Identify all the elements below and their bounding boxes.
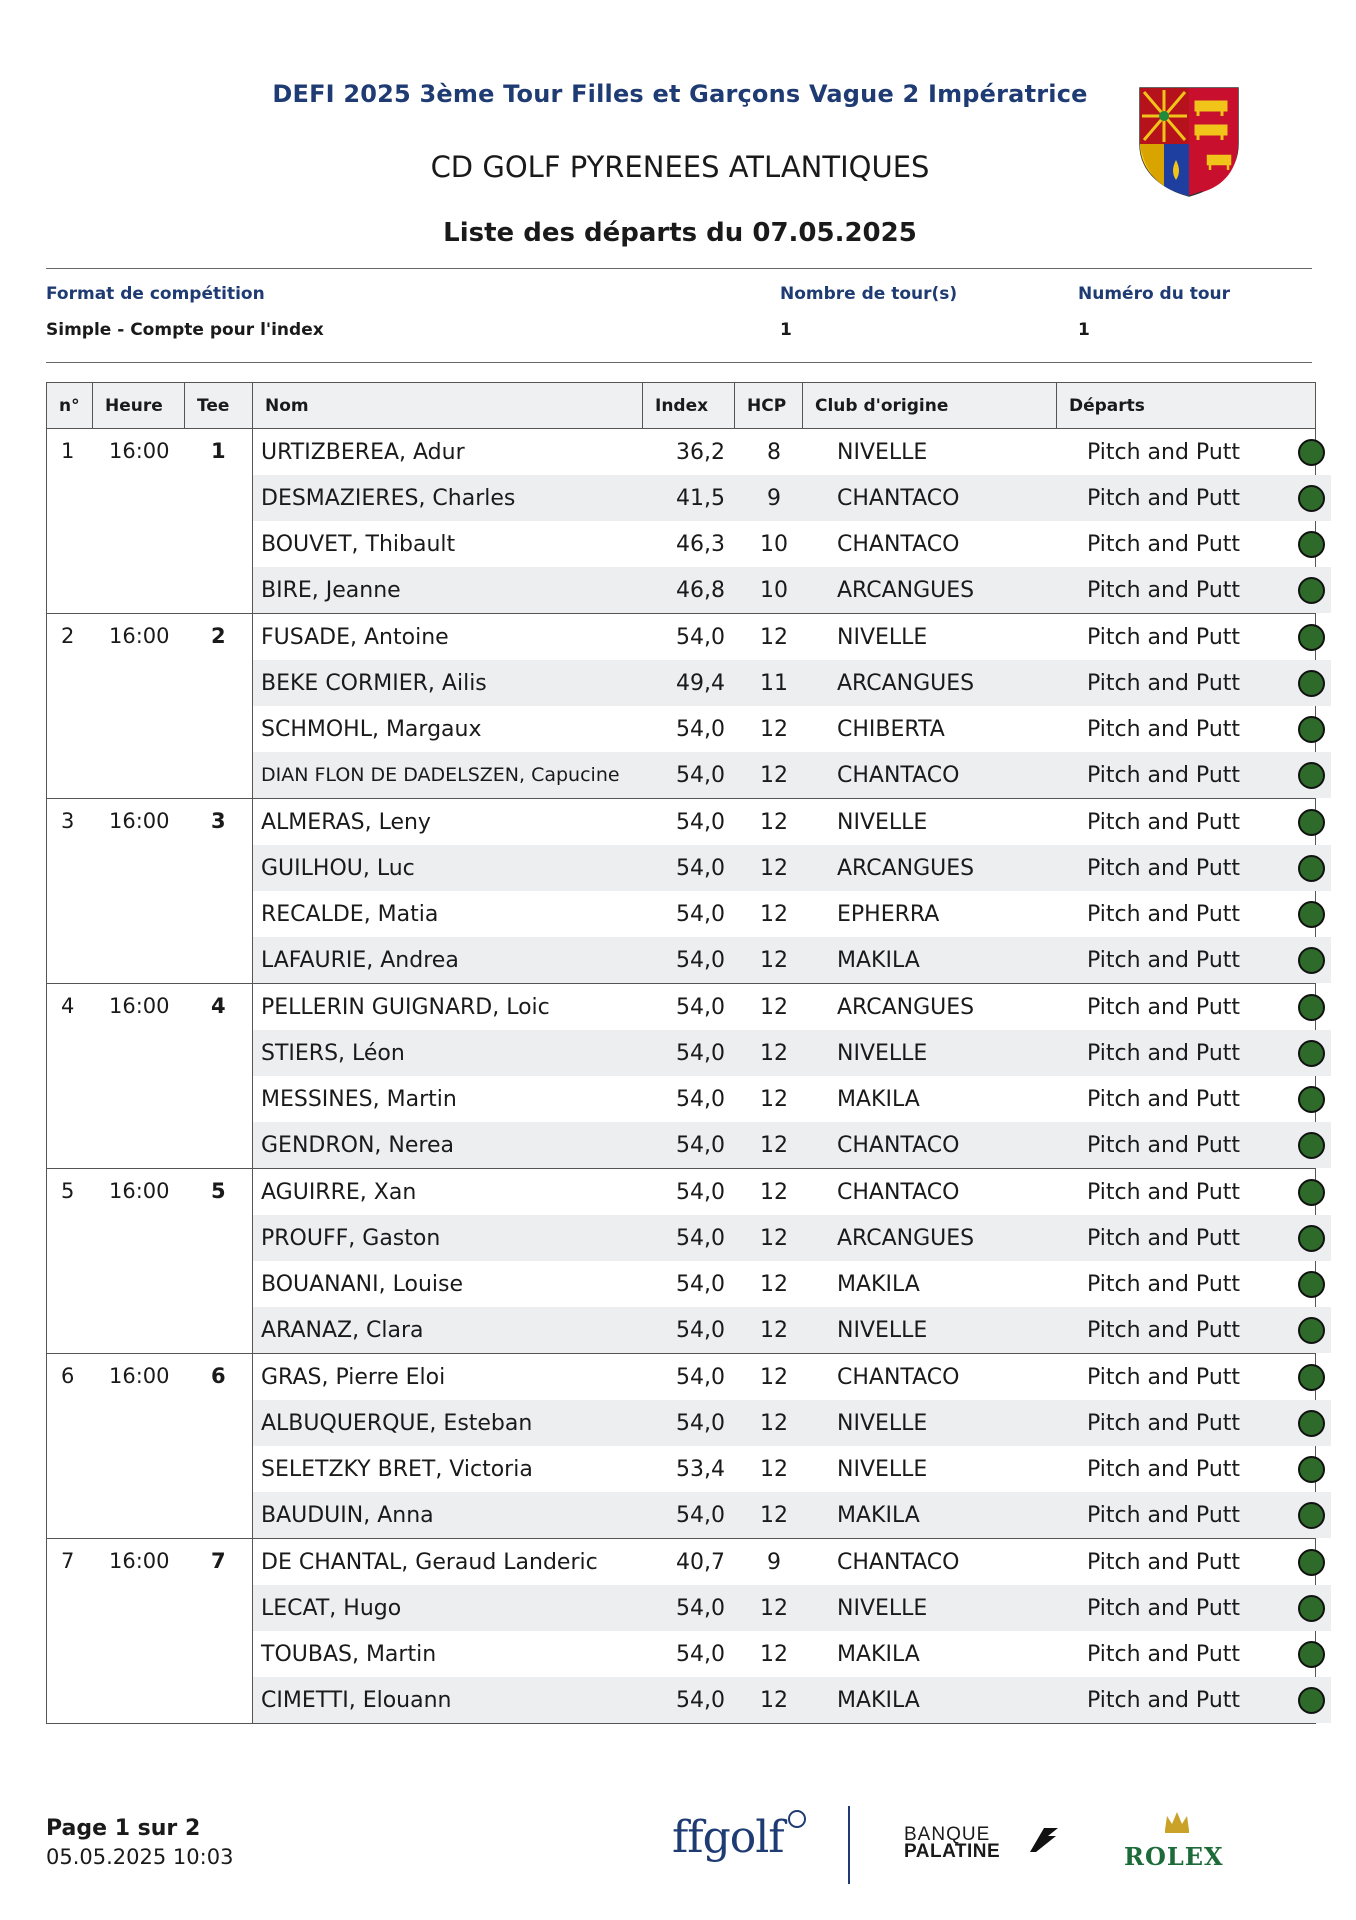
green-dot-icon <box>1298 947 1325 974</box>
ffgolf-registered-icon <box>788 1810 806 1828</box>
table-row <box>253 1400 1331 1446</box>
format-value: Simple - Compte pour l'index <box>46 320 324 340</box>
header-index: Index <box>643 383 735 428</box>
player-depart: Pitch and Putt <box>1087 439 1241 465</box>
player-index: 54,0 <box>676 1179 725 1205</box>
depart-status <box>1291 1456 1331 1483</box>
player-index: 54,0 <box>676 716 725 742</box>
depart-status <box>1291 1317 1331 1344</box>
player-index: 54,0 <box>676 1364 725 1390</box>
green-dot-icon <box>1298 1456 1325 1483</box>
green-dot-icon <box>1298 855 1325 882</box>
player-depart: Pitch and Putt <box>1087 1271 1241 1297</box>
table-row <box>253 752 1331 798</box>
printed-date: 05.05.2025 10:03 <box>46 1845 234 1869</box>
player-index: 54,0 <box>676 855 725 881</box>
group-time: 16:00 <box>109 439 170 463</box>
player-club: MAKILA <box>837 1086 920 1112</box>
player-depart: Pitch and Putt <box>1087 901 1241 927</box>
player-depart: Pitch and Putt <box>1087 762 1241 788</box>
player-name: DIAN FLON DE DADELSZEN, Capucine <box>261 764 620 786</box>
table-row <box>253 1492 1331 1538</box>
player-index: 40,7 <box>676 1549 725 1575</box>
player-depart: Pitch and Putt <box>1087 1132 1241 1158</box>
depart-status <box>1291 809 1331 836</box>
ffgolf-logo: ffgolf <box>672 1812 784 1863</box>
table-row <box>253 984 1331 1030</box>
player-name: PELLERIN GUIGNARD, Loic <box>261 994 550 1020</box>
player-name: URTIZBEREA, Adur <box>261 439 465 465</box>
tee-group <box>47 799 1315 984</box>
green-dot-icon <box>1298 1641 1325 1668</box>
group-tee: 7 <box>211 1549 226 1573</box>
group-time: 16:00 <box>109 624 170 648</box>
player-index: 53,4 <box>676 1456 725 1482</box>
player-hcp: 12 <box>760 1317 788 1343</box>
player-depart: Pitch and Putt <box>1087 1502 1241 1528</box>
player-club: CHIBERTA <box>837 716 945 742</box>
header-tee: Tee <box>185 383 253 428</box>
depart-status <box>1291 1271 1331 1298</box>
green-dot-icon <box>1298 1225 1325 1252</box>
header-departs: Départs <box>1069 395 1145 416</box>
player-name: PROUFF, Gaston <box>261 1225 441 1251</box>
depart-status <box>1291 1641 1331 1668</box>
table-row <box>253 614 1331 660</box>
player-depart: Pitch and Putt <box>1087 1456 1241 1482</box>
player-name: LAFAURIE, Andrea <box>261 947 459 973</box>
player-hcp: 10 <box>760 531 788 557</box>
depart-status <box>1291 531 1331 558</box>
group-tee: 3 <box>211 809 226 833</box>
green-dot-icon <box>1298 716 1325 743</box>
group-time: 16:00 <box>109 809 170 833</box>
banque-line2: PALATINE <box>904 1841 1001 1862</box>
green-dot-icon <box>1298 624 1325 651</box>
player-hcp: 12 <box>760 1502 788 1528</box>
green-dot-icon <box>1298 531 1325 558</box>
player-club: ARCANGUES <box>837 670 975 696</box>
player-index: 46,8 <box>676 577 725 603</box>
player-hcp: 12 <box>760 1179 788 1205</box>
list-title: Liste des départs du 07.05.2025 <box>443 218 917 248</box>
player-club: MAKILA <box>837 1687 920 1713</box>
depart-status <box>1291 439 1331 466</box>
player-depart: Pitch and Putt <box>1087 1641 1241 1667</box>
player-name: CIMETTI, Elouann <box>261 1687 452 1713</box>
player-depart: Pitch and Putt <box>1087 1040 1241 1066</box>
table-row <box>253 1307 1331 1353</box>
green-dot-icon <box>1298 1410 1325 1437</box>
tee-group <box>47 1539 1315 1723</box>
player-depart: Pitch and Putt <box>1087 947 1241 973</box>
player-hcp: 9 <box>767 1549 781 1575</box>
depart-status <box>1291 1687 1331 1714</box>
player-name: AGUIRRE, Xan <box>261 1179 417 1205</box>
depart-status <box>1291 1179 1331 1206</box>
player-depart: Pitch and Putt <box>1087 624 1241 650</box>
player-index: 36,2 <box>676 439 725 465</box>
player-depart: Pitch and Putt <box>1087 670 1241 696</box>
player-club: MAKILA <box>837 1271 920 1297</box>
depart-status <box>1291 901 1331 928</box>
green-dot-icon <box>1298 1086 1325 1113</box>
player-index: 49,4 <box>676 670 725 696</box>
table-row <box>253 567 1331 613</box>
player-index: 54,0 <box>676 901 725 927</box>
table-row <box>253 1169 1331 1215</box>
player-club: ARCANGUES <box>837 577 975 603</box>
player-depart: Pitch and Putt <box>1087 716 1241 742</box>
player-hcp: 8 <box>767 439 781 465</box>
group-time: 16:00 <box>109 1364 170 1388</box>
depart-status <box>1291 1132 1331 1159</box>
green-dot-icon <box>1298 439 1325 466</box>
player-club: NIVELLE <box>837 1410 928 1436</box>
player-club: NIVELLE <box>837 624 928 650</box>
depart-status <box>1291 1549 1331 1576</box>
group-info <box>47 1169 253 1353</box>
player-name: GRAS, Pierre Eloi <box>261 1364 446 1390</box>
table-row <box>253 1122 1331 1168</box>
depart-status <box>1291 1595 1331 1622</box>
player-club: CHANTACO <box>837 531 960 557</box>
player-depart: Pitch and Putt <box>1087 994 1241 1020</box>
group-time: 16:00 <box>109 1549 170 1573</box>
player-club: NIVELLE <box>837 809 928 835</box>
table-row <box>253 429 1331 475</box>
player-depart: Pitch and Putt <box>1087 577 1241 603</box>
player-depart: Pitch and Putt <box>1087 1086 1241 1112</box>
player-depart: Pitch and Putt <box>1087 485 1241 511</box>
player-hcp: 12 <box>760 1687 788 1713</box>
table-row <box>253 845 1331 891</box>
player-name: GUILHOU, Luc <box>261 855 415 881</box>
crest-icon <box>1138 86 1240 198</box>
page-indicator: Page 1 sur 2 <box>46 1816 201 1841</box>
player-name: LECAT, Hugo <box>261 1595 402 1621</box>
player-name: BOUVET, Thibault <box>261 531 456 557</box>
green-dot-icon <box>1298 1179 1325 1206</box>
tee-group <box>47 614 1315 799</box>
player-index: 54,0 <box>676 994 725 1020</box>
green-dot-icon <box>1298 1317 1325 1344</box>
green-dot-icon <box>1298 670 1325 697</box>
player-hcp: 12 <box>760 809 788 835</box>
organizer-title: CD GOLF PYRENEES ATLANTIQUES <box>430 150 930 184</box>
group-number: 2 <box>61 624 75 648</box>
player-club: CHANTACO <box>837 1132 960 1158</box>
player-club: CHANTACO <box>837 1549 960 1575</box>
table-row <box>253 1677 1331 1723</box>
player-index: 54,0 <box>676 1595 725 1621</box>
player-hcp: 9 <box>767 485 781 511</box>
group-tee: 6 <box>211 1364 226 1388</box>
player-index: 54,0 <box>676 1410 725 1436</box>
rolex-crown-icon <box>1162 1808 1192 1834</box>
logo-separator <box>848 1806 850 1884</box>
tee-group <box>47 429 1315 614</box>
format-label: Format de compétition <box>46 284 265 304</box>
player-club: NIVELLE <box>837 1595 928 1621</box>
player-name: ALMERAS, Leny <box>261 809 431 835</box>
player-hcp: 12 <box>760 1364 788 1390</box>
player-club: EPHERRA <box>837 901 940 927</box>
header-num: n° <box>47 383 93 428</box>
player-name: MESSINES, Martin <box>261 1086 457 1112</box>
group-info <box>47 1539 253 1723</box>
table-row <box>253 937 1331 983</box>
player-depart: Pitch and Putt <box>1087 1364 1241 1390</box>
player-hcp: 12 <box>760 1040 788 1066</box>
green-dot-icon <box>1298 1549 1325 1576</box>
player-index: 54,0 <box>676 1502 725 1528</box>
info-rule <box>46 362 1312 363</box>
round-number-value: 1 <box>1078 320 1090 340</box>
player-index: 54,0 <box>676 947 725 973</box>
table-row <box>253 1030 1331 1076</box>
group-time: 16:00 <box>109 994 170 1018</box>
player-club: CHANTACO <box>837 1179 960 1205</box>
player-hcp: 12 <box>760 1086 788 1112</box>
player-hcp: 12 <box>760 1225 788 1251</box>
green-dot-icon <box>1298 1132 1325 1159</box>
table-row <box>253 1354 1331 1400</box>
green-dot-icon <box>1298 485 1325 512</box>
player-hcp: 10 <box>760 577 788 603</box>
group-number: 7 <box>61 1549 75 1573</box>
rounds-label: Nombre de tour(s) <box>780 284 958 304</box>
player-name: ALBUQUERQUE, Esteban <box>261 1410 533 1436</box>
player-club: NIVELLE <box>837 1040 928 1066</box>
table-row <box>253 1446 1331 1492</box>
depart-status <box>1291 947 1331 974</box>
player-depart: Pitch and Putt <box>1087 1179 1241 1205</box>
table-row <box>253 1585 1331 1631</box>
player-hcp: 12 <box>760 1271 788 1297</box>
table-row <box>253 891 1331 937</box>
depart-status <box>1291 485 1331 512</box>
depart-status <box>1291 1225 1331 1252</box>
player-name: BEKE CORMIER, Ailis <box>261 670 487 696</box>
table-body <box>47 429 1315 1723</box>
player-club: CHANTACO <box>837 762 960 788</box>
player-name: RECALDE, Matia <box>261 901 439 927</box>
player-club: NIVELLE <box>837 1317 928 1343</box>
player-name: SELETZKY BRET, Victoria <box>261 1456 533 1482</box>
player-club: MAKILA <box>837 947 920 973</box>
start-list-table <box>46 382 1316 1724</box>
player-hcp: 12 <box>760 624 788 650</box>
green-dot-icon <box>1298 1364 1325 1391</box>
player-hcp: 12 <box>760 716 788 742</box>
group-tee: 4 <box>211 994 226 1018</box>
player-index: 54,0 <box>676 1040 725 1066</box>
header-rule <box>46 268 1312 269</box>
player-index: 54,0 <box>676 809 725 835</box>
event-title: DEFI 2025 3ème Tour Filles et Garçons Vague 2 Impératrice <box>272 80 1088 108</box>
depart-status <box>1291 994 1331 1021</box>
green-dot-icon <box>1298 901 1325 928</box>
group-number: 5 <box>61 1179 75 1203</box>
green-dot-icon <box>1298 1040 1325 1067</box>
player-name: ARANAZ, Clara <box>261 1317 424 1343</box>
depart-status <box>1291 1086 1331 1113</box>
tee-group <box>47 1169 1315 1354</box>
depart-status <box>1291 855 1331 882</box>
player-depart: Pitch and Putt <box>1087 1410 1241 1436</box>
group-number: 1 <box>61 439 75 463</box>
player-name: SCHMOHL, Margaux <box>261 716 482 742</box>
player-name: DE CHANTAL, Geraud Landeric <box>261 1549 598 1575</box>
player-hcp: 12 <box>760 855 788 881</box>
table-row <box>253 475 1331 521</box>
header-hcp: HCP <box>735 383 803 428</box>
player-hcp: 12 <box>760 947 788 973</box>
table-row <box>253 1215 1331 1261</box>
player-name: GENDRON, Nerea <box>261 1132 454 1158</box>
player-index: 54,0 <box>676 762 725 788</box>
player-depart: Pitch and Putt <box>1087 531 1241 557</box>
depart-status <box>1291 762 1331 789</box>
green-dot-icon <box>1298 809 1325 836</box>
table-row <box>253 1631 1331 1677</box>
depart-status <box>1291 716 1331 743</box>
green-dot-icon <box>1298 762 1325 789</box>
depart-status <box>1291 1502 1331 1529</box>
player-index: 54,0 <box>676 1132 725 1158</box>
player-hcp: 11 <box>760 670 788 696</box>
player-hcp: 12 <box>760 1132 788 1158</box>
table-row <box>253 706 1331 752</box>
player-depart: Pitch and Putt <box>1087 1225 1241 1251</box>
group-number: 4 <box>61 994 75 1018</box>
player-hcp: 12 <box>760 762 788 788</box>
round-number-label: Numéro du tour <box>1078 284 1231 304</box>
green-dot-icon <box>1298 1271 1325 1298</box>
player-hcp: 12 <box>760 1641 788 1667</box>
player-index: 54,0 <box>676 1271 725 1297</box>
player-index: 54,0 <box>676 1687 725 1713</box>
player-club: ARCANGUES <box>837 1225 975 1251</box>
tee-group <box>47 1354 1315 1539</box>
group-tee: 2 <box>211 624 226 648</box>
depart-status <box>1291 1410 1331 1437</box>
banque-palatine-logo <box>904 1826 1000 1860</box>
player-name: TOUBAS, Martin <box>261 1641 437 1667</box>
player-club: CHANTACO <box>837 1364 960 1390</box>
player-club: ARCANGUES <box>837 994 975 1020</box>
group-tee: 5 <box>211 1179 226 1203</box>
group-info <box>47 429 253 613</box>
player-index: 41,5 <box>676 485 725 511</box>
player-depart: Pitch and Putt <box>1087 809 1241 835</box>
green-dot-icon <box>1298 577 1325 604</box>
group-info <box>47 984 253 1168</box>
depart-status <box>1291 1040 1331 1067</box>
player-hcp: 12 <box>760 1456 788 1482</box>
player-club: MAKILA <box>837 1502 920 1528</box>
group-tee: 1 <box>211 439 226 463</box>
table-row <box>253 1539 1331 1585</box>
player-club: NIVELLE <box>837 439 928 465</box>
player-club: MAKILA <box>837 1641 920 1667</box>
player-name: DESMAZIERES, Charles <box>261 485 516 511</box>
group-number: 6 <box>61 1364 75 1388</box>
table-row <box>253 521 1331 567</box>
banque-palatine-mark-icon <box>1026 1824 1060 1854</box>
player-hcp: 12 <box>760 901 788 927</box>
group-time: 16:00 <box>109 1179 170 1203</box>
player-name: FUSADE, Antoine <box>261 624 449 650</box>
table-row <box>253 1261 1331 1307</box>
player-depart: Pitch and Putt <box>1087 1595 1241 1621</box>
depart-status <box>1291 670 1331 697</box>
group-info <box>47 799 253 983</box>
depart-status <box>1291 624 1331 651</box>
depart-status <box>1291 577 1331 604</box>
green-dot-icon <box>1298 1687 1325 1714</box>
table-row <box>253 1076 1331 1122</box>
player-index: 54,0 <box>676 1641 725 1667</box>
player-depart: Pitch and Putt <box>1087 1317 1241 1343</box>
player-club: CHANTACO <box>837 485 960 511</box>
player-name: STIERS, Léon <box>261 1040 405 1066</box>
group-number: 3 <box>61 809 75 833</box>
player-hcp: 12 <box>760 1595 788 1621</box>
player-depart: Pitch and Putt <box>1087 1549 1241 1575</box>
table-row <box>253 660 1331 706</box>
green-dot-icon <box>1298 994 1325 1021</box>
player-index: 54,0 <box>676 1317 725 1343</box>
player-club: NIVELLE <box>837 1456 928 1482</box>
player-name: BIRE, Jeanne <box>261 577 401 603</box>
header-time: Heure <box>93 383 185 428</box>
player-index: 54,0 <box>676 1086 725 1112</box>
player-hcp: 12 <box>760 994 788 1020</box>
player-club: ARCANGUES <box>837 855 975 881</box>
header-club: Club d'origine <box>803 383 1057 428</box>
tee-group <box>47 984 1315 1169</box>
green-dot-icon <box>1298 1502 1325 1529</box>
player-name: BAUDUIN, Anna <box>261 1502 434 1528</box>
player-name: BOUANANI, Louise <box>261 1271 463 1297</box>
table-row <box>253 799 1331 845</box>
group-info <box>47 614 253 798</box>
group-info <box>47 1354 253 1538</box>
player-depart: Pitch and Putt <box>1087 855 1241 881</box>
header-name: Nom <box>253 383 643 428</box>
player-hcp: 12 <box>760 1410 788 1436</box>
player-index: 54,0 <box>676 1225 725 1251</box>
rolex-logo: ROLEX <box>1124 1842 1224 1871</box>
player-index: 54,0 <box>676 624 725 650</box>
table-header <box>47 383 1315 429</box>
green-dot-icon <box>1298 1595 1325 1622</box>
banque-line1: BANQUE <box>904 1824 991 1845</box>
rounds-value: 1 <box>780 320 792 340</box>
depart-status <box>1291 1364 1331 1391</box>
player-index: 46,3 <box>676 531 725 557</box>
player-depart: Pitch and Putt <box>1087 1687 1241 1713</box>
